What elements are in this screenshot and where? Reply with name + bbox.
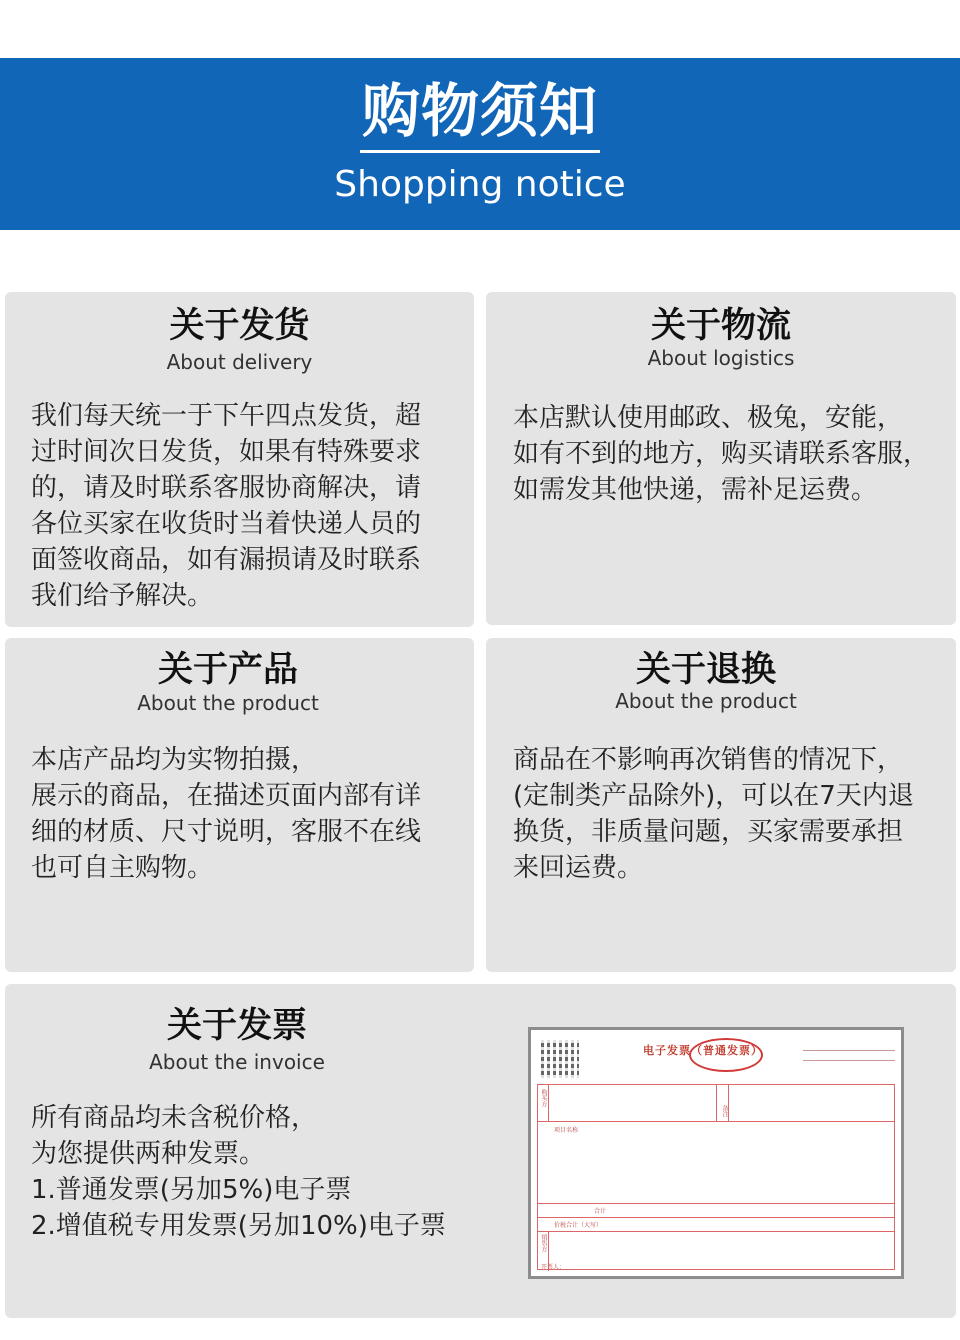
qr-code-icon [541, 1040, 579, 1078]
body-line: 的，请及时联系客服协商解决，请 [31, 473, 422, 503]
card-delivery-body [31, 398, 461, 614]
body-line: 商品在不影响再次销售的情况下， [513, 745, 904, 775]
body-line: 本店产品均为实物拍摄， [31, 745, 318, 775]
body-line: 面签收商品，如有漏损请及时联系 [31, 545, 422, 575]
card-invoice-subtitle: About the invoice [149, 1050, 325, 1074]
invoice-label: 购买方 [540, 1089, 547, 1107]
card-delivery-title: 关于发货 [169, 306, 310, 346]
card-invoice-title: 关于发票 [166, 1006, 307, 1046]
invoice-sample-image [528, 1027, 904, 1279]
card-delivery [5, 292, 474, 627]
card-product-body [31, 742, 461, 886]
invoice-label: 项目名称 [554, 1127, 579, 1134]
body-line: 为您提供两种发票。 [31, 1139, 266, 1169]
body-line: (定制类产品除外)，可以在7天内退 [513, 781, 914, 811]
body-line: 1.普通发票(另加5%)电子票 [31, 1175, 352, 1205]
body-line: 换货，非质量问题，买家需要承担 [513, 817, 904, 847]
body-line: 细的材质、尺寸说明，客服不在线 [31, 817, 422, 847]
card-delivery-subtitle: About delivery [166, 350, 313, 374]
header-banner [0, 58, 960, 230]
card-product [5, 638, 474, 972]
page-subtitle: Shopping notice [334, 164, 626, 205]
card-logistics [486, 292, 956, 625]
card-returns [486, 638, 956, 972]
body-line: 2.增值税专用发票(另加10%)电子票 [31, 1211, 446, 1241]
title-underline [360, 150, 600, 153]
card-invoice-body [31, 1100, 501, 1244]
card-returns-title: 关于退换 [635, 650, 776, 690]
card-logistics-body [513, 400, 953, 508]
card-product-title: 关于产品 [157, 650, 298, 690]
page-title: 购物须知 [361, 77, 598, 145]
body-line: 来回运费。 [513, 853, 644, 883]
card-product-subtitle: About the product [137, 691, 319, 715]
invoice-label: 销售方 [540, 1234, 547, 1252]
card-returns-subtitle: About the product [615, 689, 797, 713]
card-logistics-title: 关于物流 [650, 306, 791, 346]
body-line: 展示的商品，在描述页面内部有详 [31, 781, 422, 811]
invoice-label: 价税合计（大写） [554, 1222, 603, 1229]
body-line: 过时间次日发货，如果有特殊要求 [31, 437, 422, 467]
card-logistics-subtitle: About logistics [647, 346, 795, 370]
body-line: 我们每天统一于下午四点发货，超 [31, 401, 422, 431]
invoice-label: 备注 [721, 1105, 728, 1117]
body-line: 所有商品均未含税价格， [31, 1103, 318, 1133]
card-returns-body [513, 742, 953, 886]
body-line: 如需发其他快递，需补足运费。 [513, 475, 878, 505]
invoice-table [537, 1084, 895, 1270]
body-line: 各位买家在收货时当着快递人员的 [31, 509, 422, 539]
body-line: 本店默认使用邮政、极兔，安能， [513, 403, 904, 433]
invoice-footer: 开票人： [541, 1264, 566, 1271]
invoice-header: 电子发票（普通发票） [643, 1044, 763, 1057]
body-line: 我们给予解决。 [31, 581, 214, 611]
invoice-meta-lines [803, 1046, 895, 1061]
body-line: 如有不到的地方，购买请联系客服， [513, 439, 930, 469]
invoice-label: 合计 [594, 1208, 607, 1215]
body-line: 也可自主购物。 [31, 853, 214, 883]
